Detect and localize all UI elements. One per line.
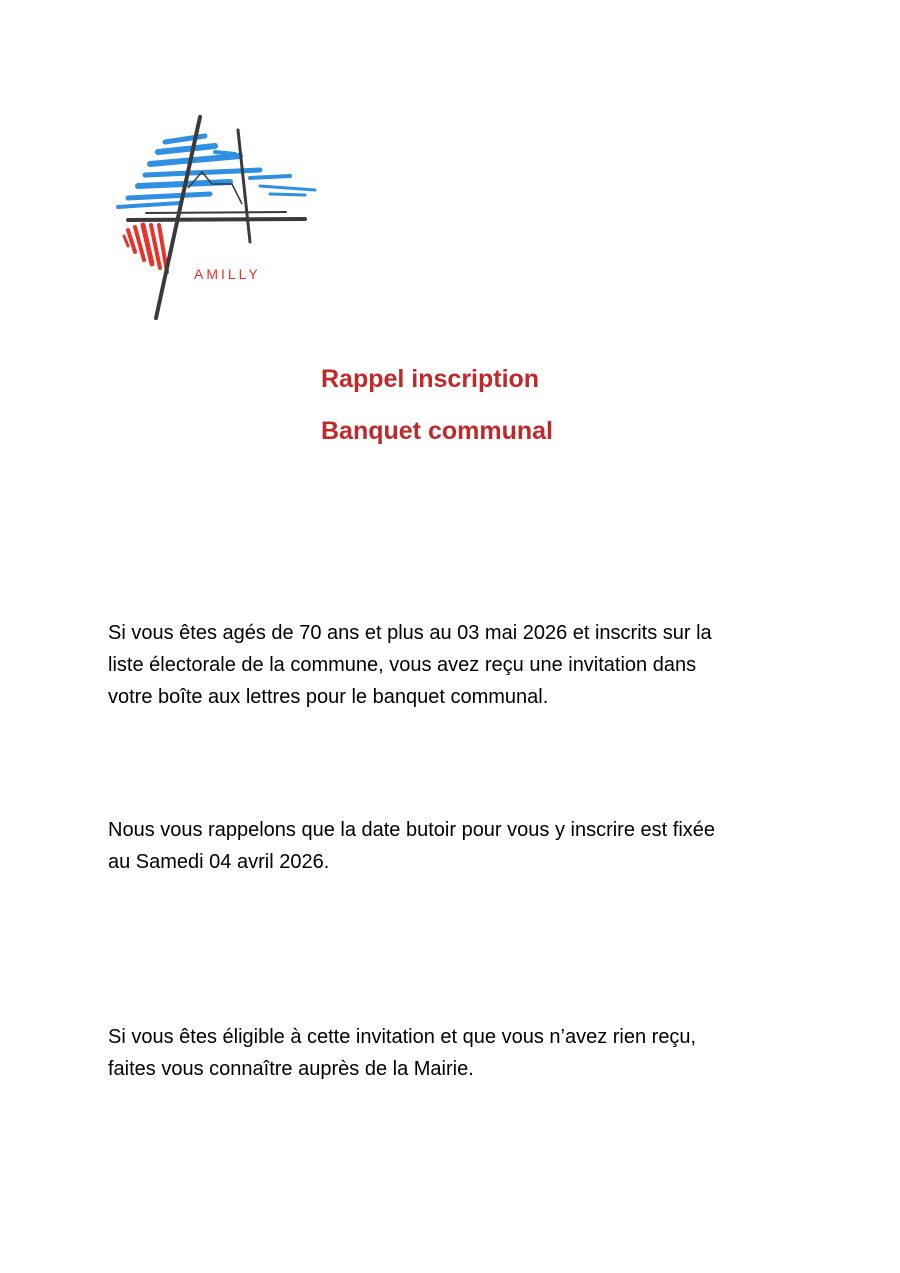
- title-line-1: Rappel inscription: [321, 365, 540, 393]
- logo-wordmark: AMILLY: [194, 266, 261, 282]
- paragraph-contact: [108, 1021, 808, 1085]
- amilly-logo: [110, 112, 325, 324]
- logo-red-strokes: [124, 225, 167, 272]
- paragraph-line: Si vous êtes agés de 70 ans et plus au 03 mai 2026 et inscrits sur la: [108, 622, 712, 644]
- paragraph-eligibility: [108, 617, 808, 713]
- paragraph-deadline: [108, 814, 808, 878]
- paragraph-line: faites vous connaître auprès de la Mairie.: [108, 1058, 474, 1080]
- paragraph-line: liste électorale de la commune, vous avez reçu une invitation dans: [108, 654, 697, 676]
- logo-roof: [188, 172, 242, 204]
- logo-horizontal-lines: [128, 212, 305, 220]
- logo-blue-strokes: [118, 136, 315, 207]
- paragraph-line: au Samedi 04 avril 2026.: [108, 851, 330, 873]
- paragraph-line: Nous vous rappelons que la date butoir pour vous y inscrire est fixée: [108, 819, 716, 841]
- paragraph-line: votre boîte aux lettres pour le banquet communal.: [108, 686, 549, 708]
- paragraph-line: Si vous êtes éligible à cette invitation et que vous n’avez rien reçu,: [108, 1026, 697, 1048]
- title-line-2: Banquet communal: [321, 417, 553, 445]
